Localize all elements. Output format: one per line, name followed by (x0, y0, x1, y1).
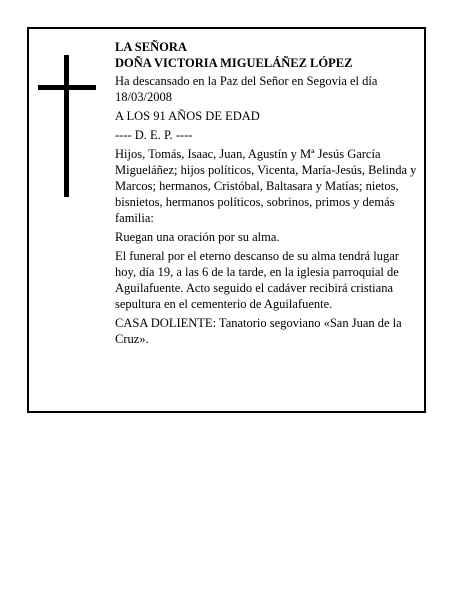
death-notice: Ha descansado en la Paz del Señor en Segovia el día 18/03/2008 (115, 74, 378, 104)
deceased-title: LA SEÑORA (115, 40, 187, 54)
rip-line: ---- D. E. P. ---- (115, 128, 193, 142)
cross-horizontal-bar (38, 85, 96, 90)
mourning-house: CASA DOLIENTE: Tanatorio segoviano «San Juan de la Cruz». (115, 316, 402, 346)
family-list: Hijos, Tomás, Isaac, Juan, Agustín y Mª Jesús García Migueláñez; hijos políticos, Vicenta, María-Jesús, Belinda y Marcos; hermanos, Cristóbal, Baltasara y Matías; nietos, bisnietos, hermanos políticos, sobrinos, primos y demás familia: (115, 147, 417, 225)
age-line: A LOS 91 AÑOS DE EDAD (115, 109, 260, 123)
cross-vertical-bar (64, 55, 69, 197)
cross-icon (38, 55, 96, 197)
funeral-details: El funeral por el eterno descanso de su alma tendrá lugar hoy, día 19, a las 6 de la tarde, en la iglesia parroquial de Aguilafuente. Acto seguido el cadáver recibirá cristiana sepultura en el cementerio de Aguilafuente. (115, 249, 399, 311)
deceased-name: DOÑA VICTORIA MIGUELÁÑEZ LÓPEZ (115, 56, 353, 70)
obituary-text (115, 39, 420, 350)
prayer-request: Ruegan una oración por su alma. (115, 230, 280, 244)
